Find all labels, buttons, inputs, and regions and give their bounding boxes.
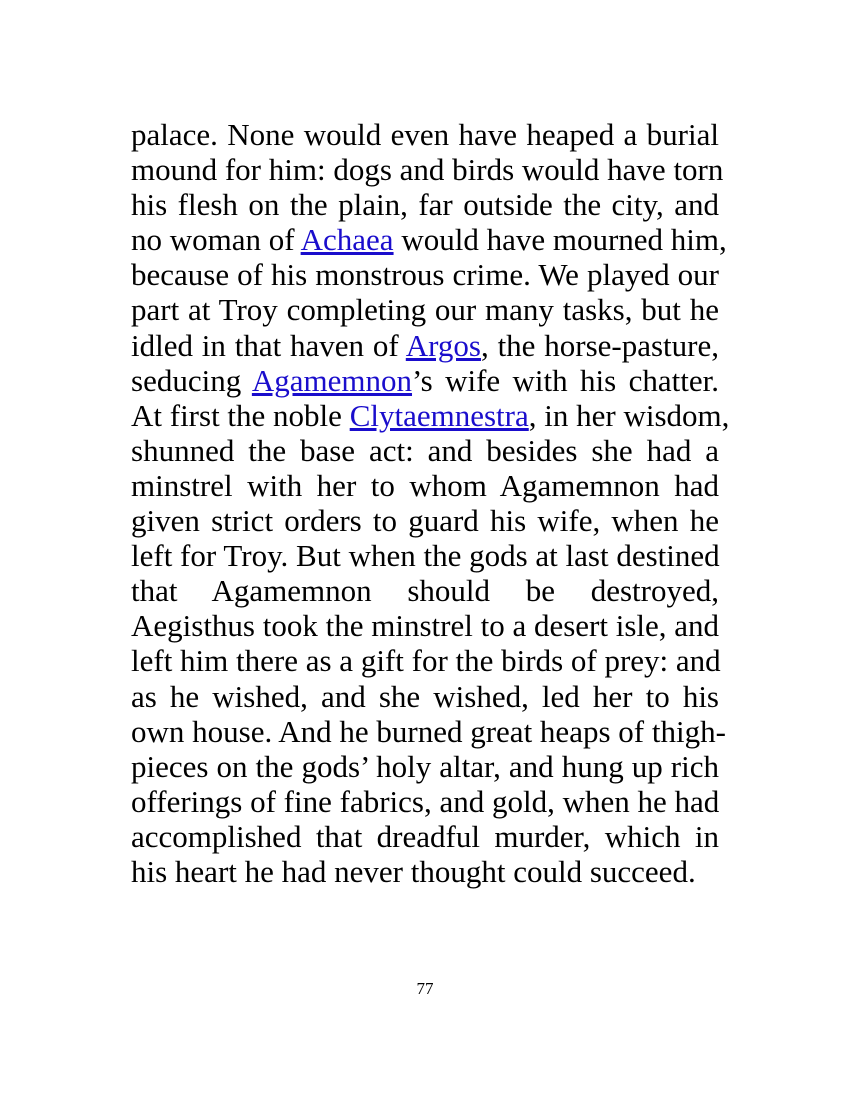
text-line: pieces on the gods’ holy altar, and hung up rich [131, 748, 719, 784]
text-line: palace. None would even have heaped a burial [131, 117, 719, 152]
text-line: accomplished that dreadful murder, which in [131, 818, 719, 854]
link-clytaemnestra[interactable]: Clytaemnestra [349, 397, 529, 433]
link-argos[interactable]: Argos [405, 327, 481, 363]
text-line: his flesh on the plain, far outside the city, and [131, 187, 719, 223]
text-segment: At first the noble [131, 397, 350, 433]
text-line: own house. And he burned great heaps of thigh- [131, 713, 726, 749]
text-line [131, 328, 719, 363]
text-segment: would have mourned him, [393, 222, 727, 258]
text-line: part at Troy completing our many tasks, but he [131, 292, 719, 328]
text-line: mound for him: dogs and birds would have torn [131, 152, 724, 188]
text-line [131, 363, 719, 398]
link-agamemnon[interactable]: Agamemnon [251, 362, 413, 398]
text-line: offerings of fine fabrics, and gold, when he had [131, 783, 720, 819]
text-line [131, 397, 730, 433]
text-segment: seducing [131, 362, 252, 398]
text-line: given strict orders to guard his wife, when he [131, 503, 719, 539]
text-segment: , in her wisdom, [528, 397, 730, 433]
text-segment: no woman of [131, 222, 301, 258]
text-line: because of his monstrous crime. We played our [131, 257, 719, 293]
text-line: that Agamemnon should be destroyed, [131, 573, 719, 609]
body-text [131, 117, 730, 889]
text-segment: idled in that haven of [131, 327, 406, 363]
text-line: left for Troy. But when the gods at last destined [131, 538, 720, 574]
text-line: left him there as a gift for the birds of prey: and [131, 643, 721, 679]
text-line: as he wished, and she wished, led her to his [131, 678, 719, 714]
text-line: Aegisthus took the minstrel to a desert isle, and [131, 608, 720, 644]
text-line [131, 222, 727, 258]
text-segment: , the horse-pasture, [481, 327, 719, 363]
text-line: his heart he had never thought could succeed. [131, 853, 696, 889]
text-line: shunned the base act: and besides she had a [131, 432, 719, 468]
page-number: 77 [416, 979, 434, 998]
text-line: minstrel with her to whom Agamemnon had [131, 467, 719, 503]
link-achaea[interactable]: Achaea [300, 222, 394, 258]
text-segment: ’s wife with his chatter. [412, 362, 719, 398]
